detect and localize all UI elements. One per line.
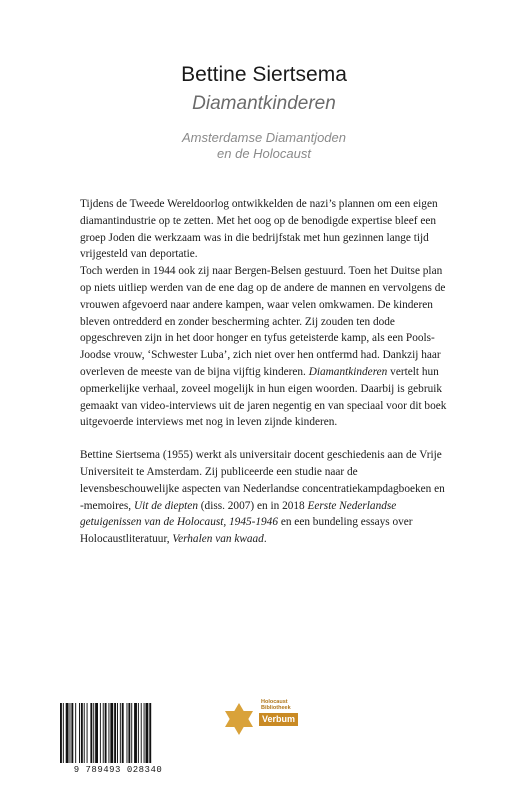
logo-series-name — [261, 699, 291, 711]
publisher-logo — [221, 697, 307, 749]
blurb-title-italic: Diamantkinderen — [308, 365, 388, 378]
barcode-bars — [58, 703, 178, 765]
blurb-paragraph-2 — [80, 263, 450, 431]
book-subtitle — [0, 130, 528, 162]
star-of-david-icon — [221, 697, 261, 749]
author-name: Bettine Siertsema — [181, 63, 347, 86]
blurb-text-c: vertelt hun opmerkelijke verhaal, zoveel mogelijk in hun eigen woorden. Daarbij is gebruik gemaakt van video-interviews uit de jaren negentig en van speciaal voor dit boek uitgevoerde interviews met nog in leven zijnde kinderen. — [80, 365, 447, 429]
bio-text-a: Bettine Siertsema (1955) werkt als universitair docent geschiedenis aan de Vrije Universiteit te Amsterdam. Zij publiceerde een studie naar de levensbeschouwelijke aspecten van Nederlandse concentratiekampdagboeken en -memoires, — [80, 449, 445, 512]
back-cover-text — [80, 196, 450, 548]
subtitle-line-1: Amsterdamse Diamantjoden — [181, 130, 347, 145]
paragraph-gap — [80, 431, 450, 447]
barcode — [58, 703, 178, 775]
blurb-text-b: Toch werden in 1944 ook zij naar Bergen-Belsen gestuurd. Toen het Duitse plan op niets uitliep werden van de ene dag op de andere de mannen en vervolgens de vrouwen afgevoerd naar andere kampen, waar velen omkwamen. De kinderen bleven ontredderd en zonder bescherming achter. Zij zouden ten dode opgeschreven zijn in het door honger en tyfus geteisterde kamp, als een Pools-Joodse vrouw, ‘Schwester Luba’, zich niet over hen ontfermd had. Dankzij haar overleven de meeste van de bijna vijftig kinderen. — [80, 265, 446, 378]
bio-text-b: (diss. 2007) en in 2018 — [200, 499, 305, 512]
bio-text-c: en een bundeling essays over Holocaustliteratuur, — [80, 516, 413, 546]
bio-italic-2: Eerste Nederlandse getuigenissen van de Holocaust, 1945-1946 — [80, 499, 397, 529]
subtitle-line-2: en de Holocaust — [217, 146, 311, 161]
bio-italic-3: Verhalen van kwaad — [172, 533, 264, 546]
author-bio — [80, 447, 450, 548]
bio-italic-1: Uit de diepten — [133, 499, 198, 512]
book-title: Diamantkinderen — [192, 93, 336, 114]
bio-text-d: . — [263, 533, 267, 546]
logo-publisher-name: Verbum — [259, 713, 298, 726]
cover-header — [0, 62, 528, 162]
isbn-number: 9 789493 028340 — [73, 765, 163, 775]
logo-top-line-2: Bibliotheek — [261, 705, 291, 711]
logo-top-line-1: Holocaust — [261, 699, 288, 705]
blurb-paragraph-1: Tijdens de Tweede Wereldoorlog ontwikkelden de nazi’s plannen om een eigen diamantindustrie op te zetten. Met het oog op de benodigde expertise bleef een groep Joden die werkzaam was in die bedrijfstak met hun gezinnen lange tijd vrijgesteld van deportatie. — [80, 198, 438, 261]
